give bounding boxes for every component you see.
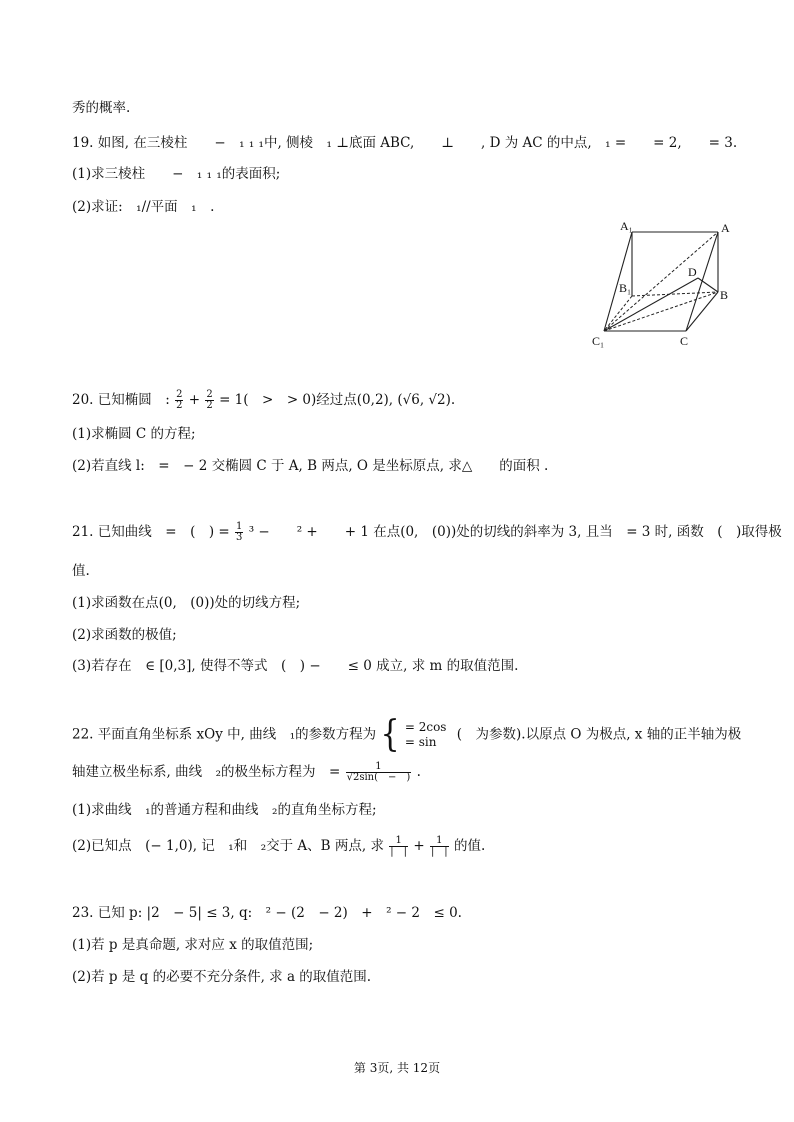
fraction-y2-b2: $\frac{2}{2}$ — [206, 389, 213, 411]
question-22-part-1: (1)求曲线 ₁的普通方程和曲线 ₂的直角坐标方程; — [72, 802, 377, 818]
edge-c-b — [686, 292, 718, 331]
fraction-x2-a2: $\frac{2}{2}$ — [176, 389, 183, 411]
label-c1: C₁ — [592, 334, 605, 348]
label-b1: B₁ — [619, 281, 632, 295]
question-19-part-1: (1)求三棱柱 − ₁ ₁ ₁的表面积; — [72, 166, 281, 182]
label-a: A — [721, 221, 730, 235]
prism-figure — [590, 218, 736, 352]
parametric-system: = 2cos = sin — [404, 720, 447, 749]
fraction-inverse-pa: $\frac{1}{| |}$ — [390, 835, 408, 857]
label-d: D — [688, 265, 697, 279]
question-21 — [72, 522, 782, 543]
fraction-one-third: $\frac{1}{3}$ — [236, 521, 243, 543]
question-22-continuation: 轴建立极坐标系, 曲线 ₂的极坐标方程为 = $\frac{1}{√2\sin( - )}$ . — [72, 761, 421, 783]
question-22-head: 22. 平面直角坐标系 xOy 中, 曲线 ₁的参数方程为 — [72, 726, 377, 743]
question-22-tail: ( 为参数).以原点 O 为极点, x 轴的正半轴为极 — [456, 726, 742, 743]
label-b: B — [720, 288, 729, 302]
question-19-part-2: (2)求证: ₁//平面 ₁ . — [72, 199, 215, 215]
question-20-tail: = 1( > > 0)经过点(0,2), (√6, √2). — [219, 392, 456, 408]
question-21-part-3: (3)若存在 ∈ [0,3], 使得不等式 ( ) − ≤ 0 成立, 求 m 的取值范围. — [72, 658, 519, 674]
page-footer: 第 3页, 共 12页 — [353, 1061, 441, 1075]
hidden-edge-c1-b — [604, 292, 718, 331]
system-brace: { — [380, 713, 400, 756]
label-c: C — [680, 334, 689, 348]
question-23-part-1: (1)若 p 是真命题, 求对应 x 的取值范围; — [72, 937, 314, 953]
question-21-part-2: (2)求函数的极值; — [72, 627, 177, 643]
question-23-part-2: (2)若 p 是 q 的必要不充分条件, 求 a 的取值范围. — [72, 969, 372, 985]
question-21-continuation: 值. — [72, 563, 90, 579]
hidden-edge-b1-c1 — [604, 296, 632, 331]
question-22-part-2: (2)已知点 (− 1,0), 记 ₁和 ₂交于 A、B 两点, 求 $\frac{1}{| |}$ + $\frac{1}{| |}$ 的值. — [72, 835, 486, 857]
question-20-part-1: (1)求椭圆 C 的方程; — [72, 426, 196, 442]
question-20-part-2: (2)若直线 l: = − 2 交椭圆 C 于 A, B 两点, O 是坐标原点, 求△ 的面积 . — [72, 458, 549, 474]
question-22 — [72, 713, 742, 756]
fraction-inverse-pb: $\frac{1}{| |}$ — [430, 835, 448, 857]
fraction-polar: $\frac{1}{√2\sin( - )}$ — [346, 761, 411, 783]
question-21-part-1: (1)求函数在点(0, (0))处的切线方程; — [72, 595, 301, 611]
text-line-probability-end: 秀的概率. — [72, 100, 131, 116]
label-a1: A₁ — [620, 219, 633, 233]
question-21-head: 21. 已知曲线 = ( ) = — [72, 524, 230, 540]
question-23: 23. 已知 p: |2 − 5| ≤ 3, q: ² − (2 − 2) + ² − 2 ≤ 0. — [72, 905, 462, 921]
question-21-tail: ³ − ² + + 1 在点(0, (0))处的切线的斜率为 3, 且当 = 3 时, 函数 ( )取得极 — [248, 524, 782, 540]
question-20-head: 20. 已知椭圆 : — [72, 392, 170, 408]
question-20: 20. 已知椭圆 : $\frac{2}{2}$ + $\frac{2}{2}$ = 1( > > 0)经过点(0,2), (√6, √2). — [72, 389, 456, 411]
hidden-edge-b1-b — [632, 292, 718, 296]
question-19: 19. 如图, 在三棱柱 − ₁ ₁ ₁中, 侧棱 ₁ ⊥底面 ABC, ⊥ , D 为 AC 的中点, ₁ = = 2, = 3. — [72, 135, 738, 151]
